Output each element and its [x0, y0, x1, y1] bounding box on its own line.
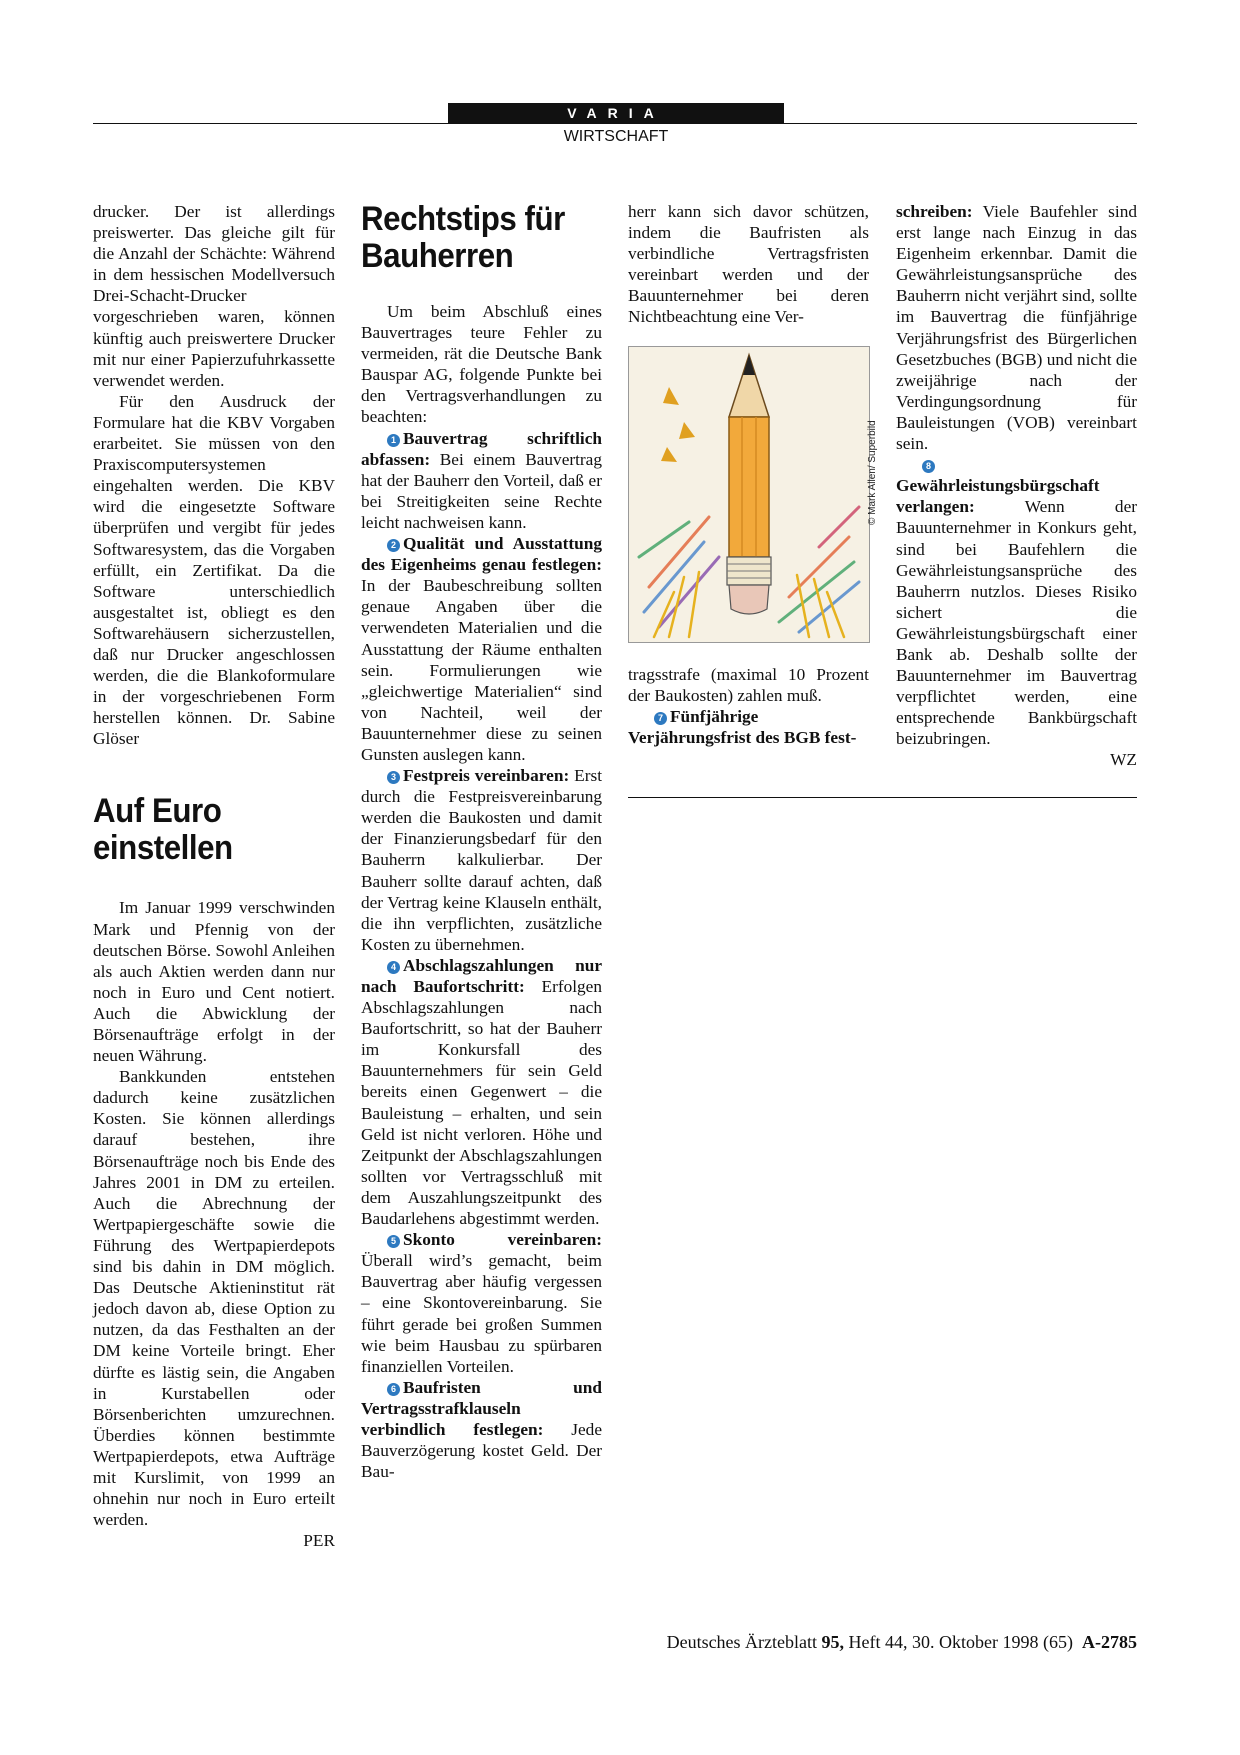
article-end-rule: [628, 797, 1137, 798]
paragraph: drucker. Der ist allerdings preiswerter. Das gleiche gilt für die Anzahl der Schächte: Während in dem hessischen Modellversuch Drei-Schacht-Drucker vorgeschrieben waren, können künftig auch preiswertere Drucker mit nur einer Papierzufuhrkassette verwendet werden.: [93, 202, 335, 390]
page-number: A-2785: [1082, 1632, 1137, 1652]
tip-lead: Gewährleistungsbürgschaft verlangen:: [896, 476, 1100, 517]
column-1: [93, 201, 335, 1551]
tip-item-3: [361, 765, 602, 955]
pencil-drawing-icon: [629, 347, 869, 642]
subsection-label: WIRTSCHAFT: [563, 128, 669, 145]
header-rule: [93, 123, 1137, 124]
tip-item-4: [361, 955, 602, 1229]
number-bullet-icon: 7: [654, 712, 667, 725]
author-signature: PER: [303, 1531, 335, 1551]
pencil-illustration: [628, 346, 870, 643]
tip-text: Viele Baufehler sind erst lange nach Einzug in das Eigenheim erkennbar. Damit die Gewährleistungsansprüche des Bauherrn nicht verjährt sind, sollte im Bauvertrag die fünfjährige Verjährungsfrist des Bürgerlichen Gesetzbuches (BGB) und nicht die zweijährige nach der Verdingungsordnung für Bauleistungen (VOB) vereinbart sein.: [896, 202, 1137, 454]
number-bullet-icon: 2: [387, 539, 400, 552]
tip-text: Überall wird’s gemacht, beim Bauvertrag aber häufig vergessen – eine Skontovereinbarung. Sie führt gerade bei großen Summen wie beim Hausbau zu spürbaren finanziellen Vorteilen.: [361, 1251, 602, 1376]
tip-text: Wenn der Bauunternehmer in Konkurs geht, sind bei Baufehlern die Gewährleistungsansprüche des Bauherrn nutzlos. Dieses Risiko sichert die Gewährleistungsbürgschaft einer Bank ab. Deshalb sollte der Bauunternehmer im Bauvertrag verpflichtet werden, eine entsprechende Bankbürgschaft beizubringen.: [896, 497, 1137, 749]
tip-item-1: [361, 428, 602, 533]
number-bullet-icon: 8: [922, 460, 935, 473]
photo-credit: © Mark Allen/ Superbild: [867, 420, 878, 525]
number-bullet-icon: 6: [387, 1383, 400, 1396]
tip-item-7: [628, 706, 869, 748]
volume-number: 95,: [821, 1632, 845, 1652]
paragraph: Bankkunden entstehen dadurch keine zusätzlichen Kosten. Sie können allerdings darauf bestehen, ihre Börsenaufträge noch bis Ende des Jahres 2001 in DM zu erteilen. Auch die Abrechnung der Wertpapiergeschäfte sowie die Führung des Wertpapierdepots sind bis dahin in DM möglich. Das Deutsche Aktieninstitut rät jedoch davon ab, diese Option zu nutzen, da das Festhalten an der DM keine Vorteile bringt. Eher dürfte es lästig sein, die Angaben in Kurstabellen oder Börsenberichten umzurechnen. Überdies können bestimmte Wertpapierdepots, etwa Aufträge mit Kurslimit, von 1999 an ohnehin nur noch in Euro erteilt werden.: [93, 1067, 335, 1530]
tip-item-5: [361, 1229, 602, 1377]
tip-text: Jede Bauverzögerung kostet Geld. Der Bau-: [361, 1419, 602, 1482]
tip-lead: schreiben:: [896, 202, 973, 221]
tip-text: Erfolgen Abschlagszahlungen nach Baufortschritt, so hat der Bauherr im Konkursfall des Bauunternehmers für sein Geld bereits einen Gegenwert – die Bauleistung – erhalten, und sein Geld ist nicht verloren. Höhe und Zeitpunkt der Abschlagszahlungen sollten vor Vertragsschluß mit dem Auszahlungszeitpunkt des Baudarlehens abgestimmt werden.: [361, 977, 602, 1229]
column-2: [361, 201, 602, 1482]
tip-text: In der Baubeschreibung sollten genaue Angaben über die verwendeten Materialien und die Ausstattung der Räume enthalten sein. Formulierungen wie „gleichwertige Materialien“ sind von Nachteil, weil der Bauunternehmer diese zu seinen Gunsten auslegen kann.: [361, 576, 602, 764]
column-3: [628, 201, 869, 328]
tips-headline: Rechtstips für Bauherren: [361, 200, 565, 275]
tip-continuation: tragsstrafe (maximal 10 Prozent der Baukosten) zahlen muß.: [628, 665, 869, 706]
column-3-lower: [628, 664, 869, 748]
paragraph: Im Januar 1999 verschwinden Mark und Pfennig von der deutschen Börse. Sowohl Anleihen als auch Aktien werden dann nur noch in Euro und Cent notiert. Auch die Abwicklung der Börsenaufträge erfolgt in der neuen Währung.: [93, 898, 335, 1066]
tip-item-2: [361, 533, 602, 765]
tip-lead: Abschlagszahlungen nur nach Baufortschritt:: [361, 955, 602, 996]
tip-lead: Fünfjährige Verjährungsfrist des BGB fest-: [628, 707, 857, 748]
tip-item-6: [361, 1377, 602, 1482]
number-bullet-icon: 5: [387, 1235, 400, 1248]
paragraph: Für den Ausdruck der Formulare hat die KBV Vorgaben erarbeitet. Sie müssen von den Praxiscomputersystemen eingehalten werden. Die KBV wird die eingesetzte Software überprüfen und vergibt für jedes Softwaresystem, das die Vorgaben erfüllt, ein Zertifikat. Da die Software unterschiedlich ausgestaltet ist, obliegt es den Softwarehäusern sicherzustellen, daß nur Drucker angeschlossen werden, die die Blankoformulare in der vorgeschriebenen Form herstellen können. Dr. Sabine Glöser: [93, 391, 335, 749]
tip-text: Erst durch die Festpreisvereinbarung werden die Baukosten und damit der Finanzierungsbedarf für den Bauherrn kalkulierbar. Der Bauherr sollte darauf achten, daß der Vertrag keine Klauseln enthält, die ihn verpflichten, zusätzliche Kosten zu übernehmen.: [361, 766, 602, 954]
tip-lead: Skonto vereinbaren:: [403, 1230, 602, 1250]
intro-paragraph: Um beim Abschluß eines Bauvertrages teure Fehler zu vermeiden, rät die Deutsche Bank Bauspar AG, folgende Punkte bei den Vertragsverhandlungen zu beachten:: [361, 302, 602, 427]
tip-continuation: [896, 201, 1137, 454]
tip-lead: Qualität und Ausstattung des Eigenheims genau festlegen:: [361, 534, 602, 575]
issue-date: Heft 44, 30. Oktober 1998 (65): [848, 1632, 1073, 1652]
tip-continuation: herr kann sich davor schützen, indem die Baufristen als verbindliche Vertragsfristen vereinbart werden und der Bauunternehmer bei deren Nichtbeachtung eine Ver-: [628, 202, 869, 327]
number-bullet-icon: 3: [387, 771, 400, 784]
tip-item-8: [896, 454, 1137, 749]
number-bullet-icon: 1: [387, 434, 400, 447]
journal-name: Deutsches Ärzteblatt: [666, 1632, 818, 1652]
tip-text: Bei einem Bauvertrag hat der Bauherr den Vorteil, daß er bei Streitigkeiten seine Rechte leicht nachweisen kann.: [361, 449, 602, 532]
section-label: VARIA: [448, 103, 784, 124]
tip-lead: Festpreis vereinbaren:: [403, 766, 570, 786]
tip-lead: Baufristen und Vertragsstrafklauseln verbindlich festlegen:: [361, 1377, 602, 1439]
number-bullet-icon: 4: [387, 961, 400, 974]
column-4: [896, 201, 1137, 771]
author-signature: WZ: [1110, 750, 1137, 770]
tip-lead: Bauvertrag schriftlich abfassen:: [361, 428, 602, 469]
euro-headline: Auf Euro einstellen: [93, 792, 233, 868]
page-footer: [667, 1632, 1137, 1653]
